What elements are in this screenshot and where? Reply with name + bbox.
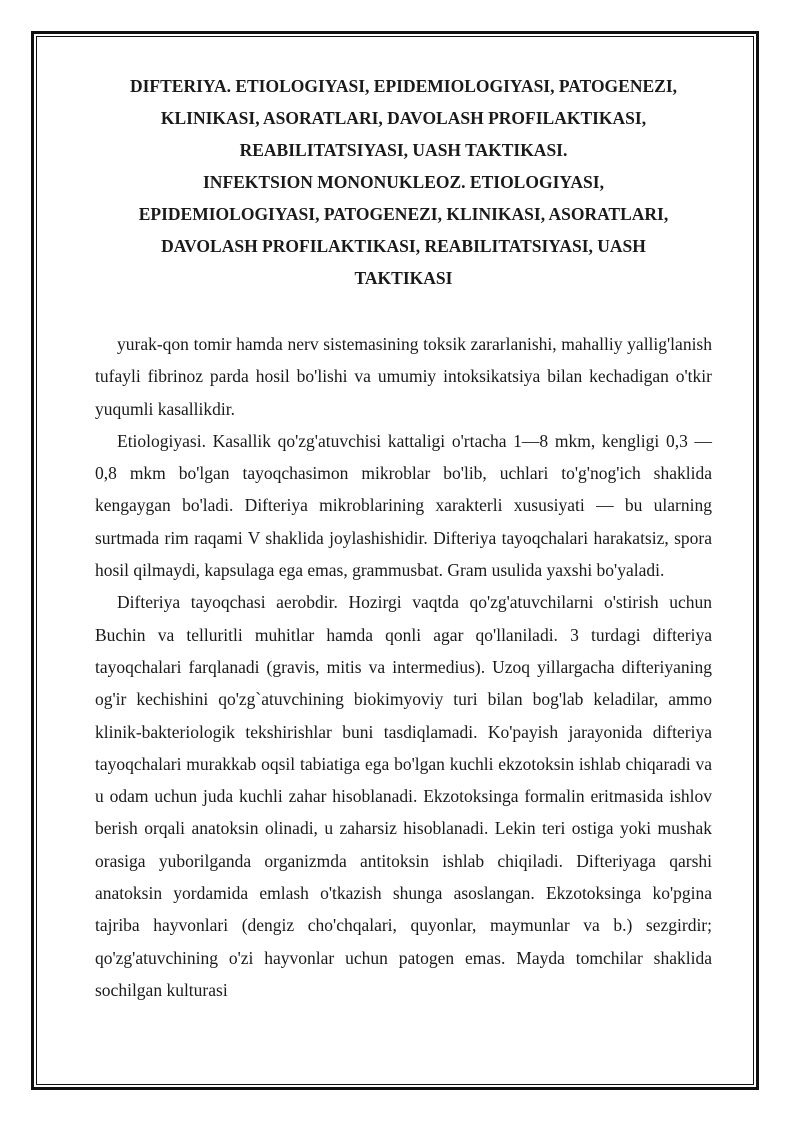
document-title [95,70,712,294]
title-line: REABILITATSIYASI, UASH TAKTIKASI. [239,140,568,160]
title-line: TAKTIKASI [354,268,453,288]
paragraph-etiology: Etiologiyasi. Kasallik qo'zg'atuvchisi kattaligi o'rtacha 1—8 mkm, kengligi 0,3 —0,8 mkm bo'lgan tayoqchasimon mikroblar bo'lib, uchlari to'g'nog'ich shaklida kengaygan bo'ladi. Difteriya mikroblarining xarakterli xususiyati — bu ularning surtmada rim raqami V shaklida joylashishidir. Difteriya tayoqchalari harakatsiz, spora hosil qilmaydi, kapsulaga ega emas, grammusbat. Gram usulida yaxshi bo'yaladi. [95,430,712,581]
title-line: INFEKTSION MONONUKLEOZ. ETIOLOGIYASI, [203,172,604,192]
title-line: KLINIKASI, ASORATLARI, DAVOLASH PROFILAKTIKASI, [160,108,647,128]
paragraph-pathogen: Difteriya tayoqchasi aerobdir. Hozirgi vaqtda qo'zg'atuvchilarni o'stirish uchun Buchin va telluritli muhitlar hamda qonli agar qo'llaniladi. 3 turdagi difteriya tayoqchalari farqlanadi (gravis, mitis va intermedius). Uzoq yillargacha difteriyaning og'ir kechishini qo'zg`atuvchining biokimyoviy turi bilan bog'lab keladilar, ammo klinik-bakteriologik tekshirishlar buni tasdiqlamadi. Ko'payish jarayonida difteriya tayoqchalari murakkab oqsil tabiatiga ega bo'lgan kuchli ekzotoksin ishlab chiqaradi va u odam uchun juda kuchli zahar hisoblanadi. Ekzotoksinga formalin eritmasida ishlov berish orqali anatoksin olinadi, u zaharsiz hisoblanadi. Lekin teri ostiga yoki mushak orasiga yuborilganda organizmda antitoksin ishlab chiqiladi. Difteriyaga qarshi anatoksin yordamida emlash o'tkazish shunga asoslangan. Ekzotoksinga ko'pgina tajriba hayvonlari (dengiz cho'chqalari, quyonlar, maymunlar va b.) sezgirdir; qo'zg'atuvchining o'zi hayvonlar uchun patogen emas. Mayda tomchilar shaklida sochilgan kulturasi [95,592,712,1000]
title-line: EPIDEMIOLOGIYASI, PATOGENEZI, KLINIKASI, ASORATLARI, [138,204,669,224]
document-body [95,328,712,1006]
paragraph-definition: yurak-qon tomir hamda nerv sistemasining toksik zararlanishi, mahalliy yallig'lanish tufayli fibrinoz parda hosil bo'lishi va umumiy intoksikatsiya bilan kechadigan o'tkir yuqumli kasallikdir. [95,334,712,419]
document-content [95,70,712,1006]
title-line: DAVOLASH PROFILAKTIKASI, REABILITATSIYASI, UASH [161,236,646,256]
title-line: DIFTERIYA. ETIOLOGIYASI, EPIDEMIOLOGIYASI, PATOGENEZI, [129,76,678,96]
